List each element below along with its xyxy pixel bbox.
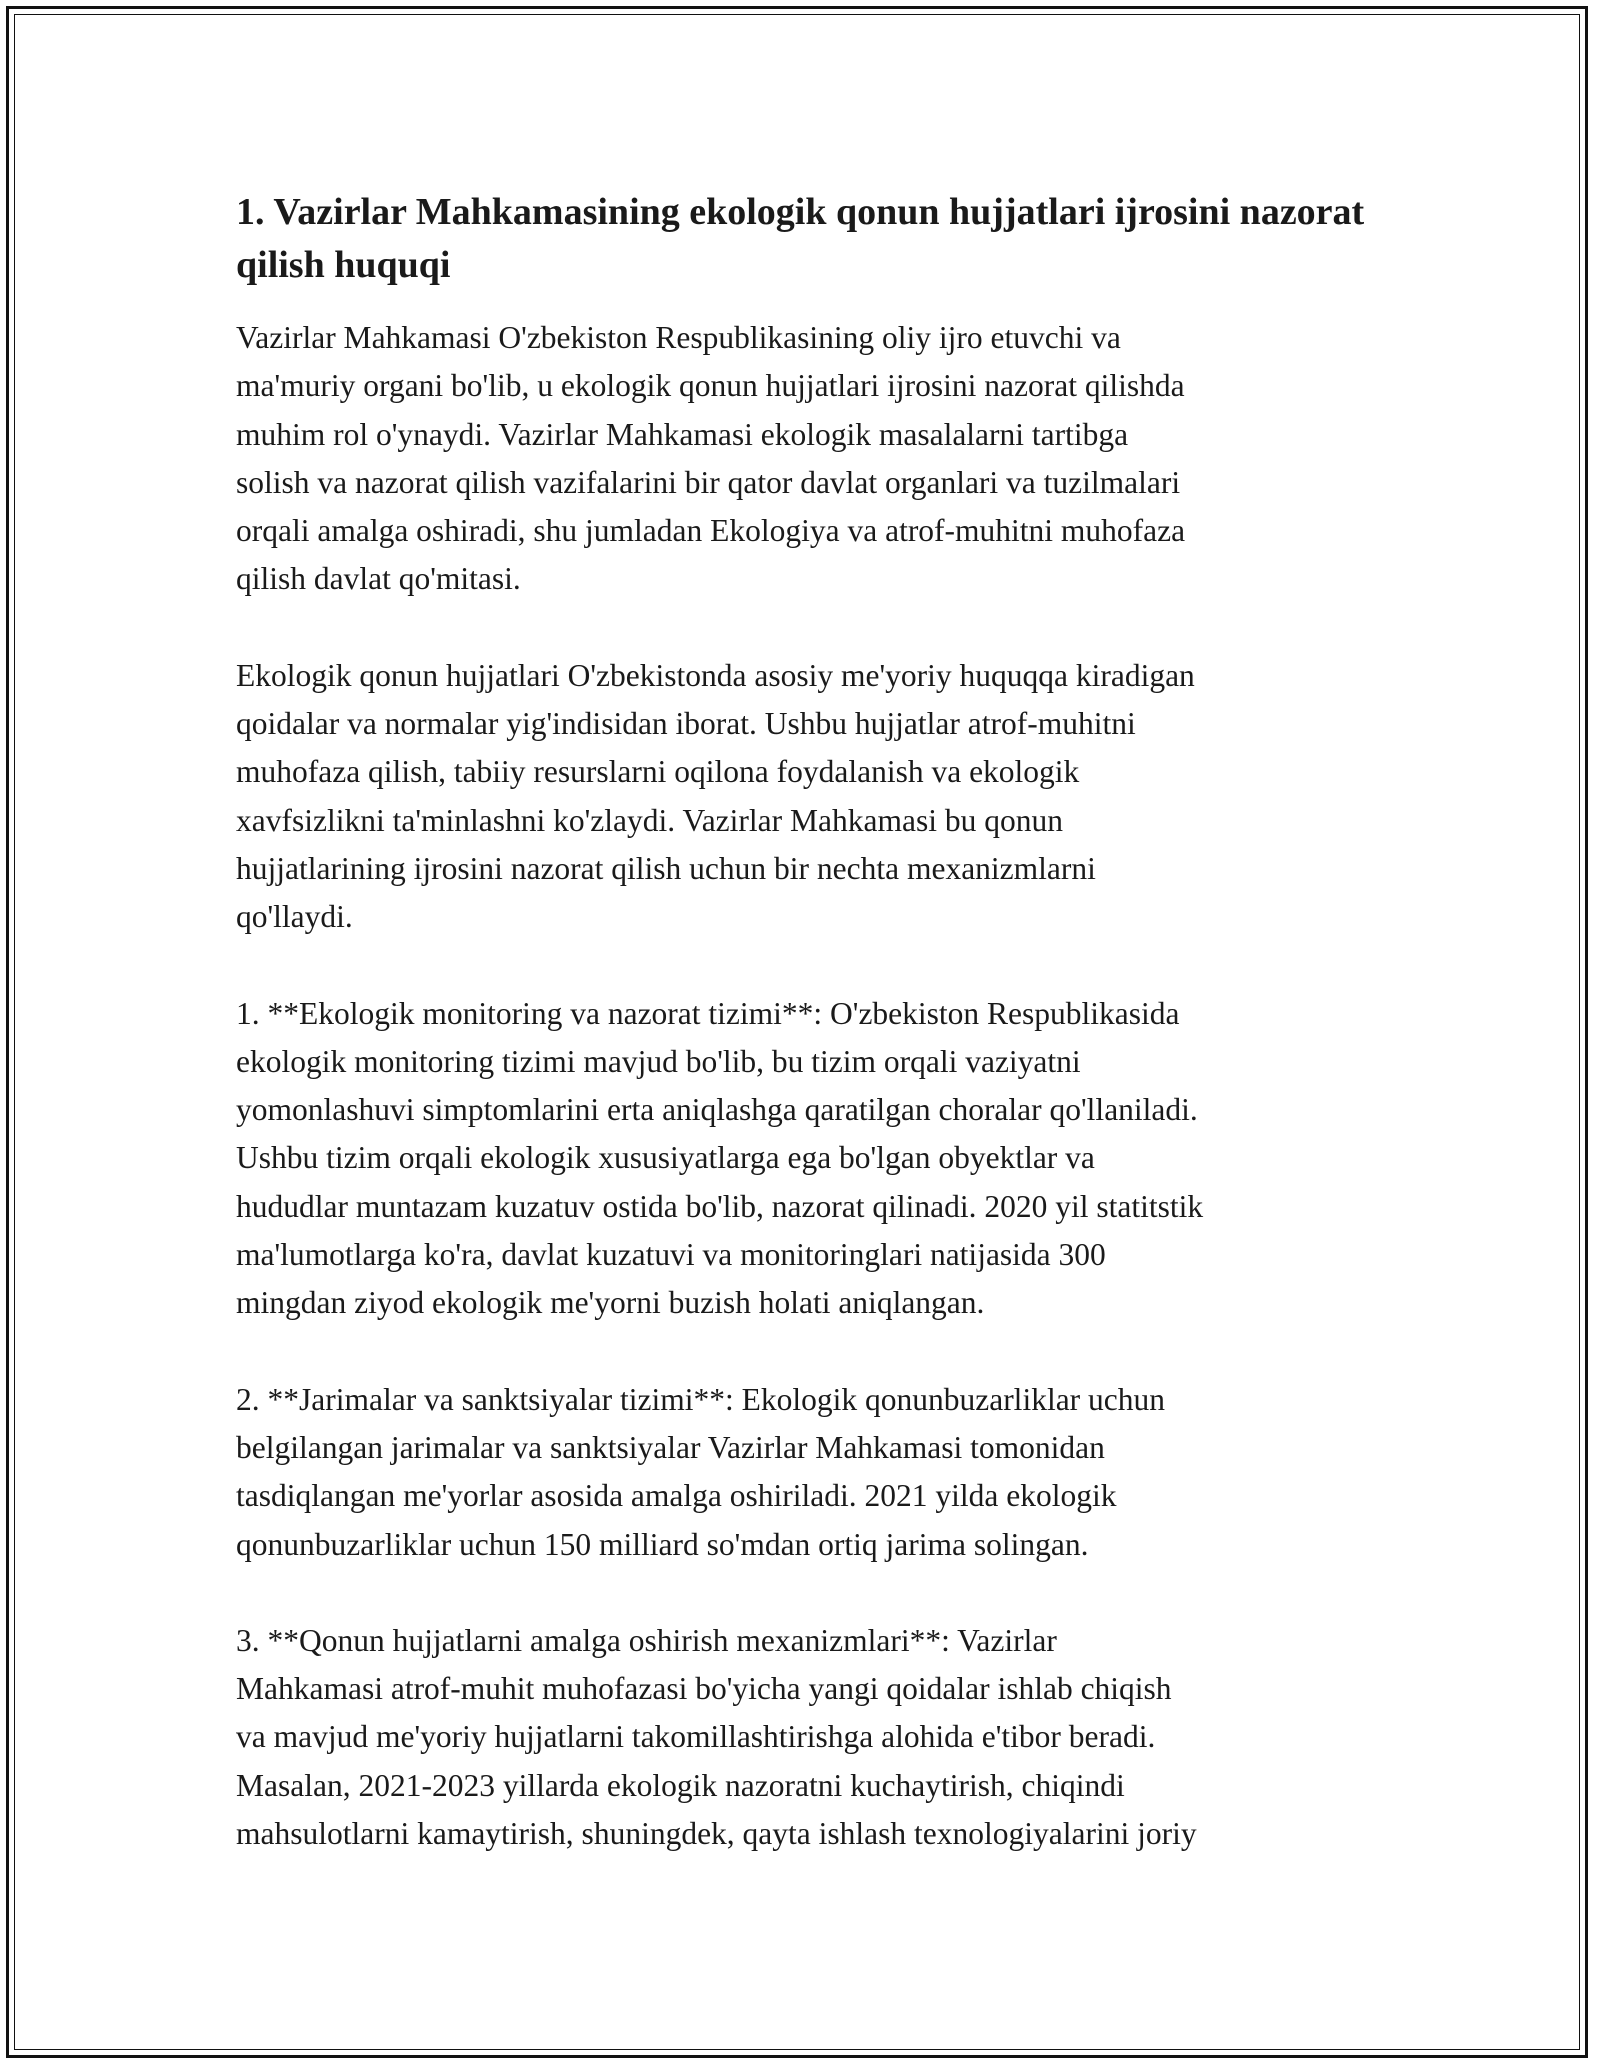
document-body: [236, 186, 1366, 1906]
paragraph-fines: 2. **Jarimalar va sanktsiyalar tizimi**: Ekologik qonunbuzarliklar uchun belgilangan jarimalar va sanktsiyalar Vazirlar Mahkamasi tomonidan tasdiqlangan me'yorlar asosida amalga oshiriladi. 2021 yilda ekologik qonunbuzarliklar uchun 150 milliard so'mdan ortiq jarima solingan.: [236, 1381, 1166, 1562]
section-heading: 1. Vazirlar Mahkamasining ekologik qonun hujjatlari ijrosini nazorat qilish huquqi: [236, 191, 1365, 286]
paragraph-laws: Ekologik qonun hujjatlari O'zbekistonda asosiy me'yoriy huquqqa kiradigan qoidalar va normalar yig'indisidan iborat. Ushbu hujjatlar atrof-muhitni muhofaza qilish, tabiiy resurslarni oqilona foydalanish va ekologik xavfsizlikni ta'minlashni ko'zlaydi. Vazirlar Mahkamasi bu qonun hujjatlarining ijrosini nazorat qilish uchun bir nechta mexanizmlarni qo'llaydi.: [236, 657, 1195, 935]
paragraph-monitoring: 1. **Ekologik monitoring va nazorat tizimi**: O'zbekiston Respublikasida ekologik monitoring tizimi mavjud bo'lib, bu tizim orqali vaziyatni yomonlashuvi simptomlarini erta aniqlashga qaratilgan choralar qo'llaniladi. Ushbu tizim orqali ekologik xususiyatlarga ega bo'lgan obyektlar va hududlar muntazam kuzatuv ostida bo'lib, nazorat qilinadi. 2020 yil statitstik ma'lumotlarga ko'ra, davlat kuzatuvi va monitoringlari natijasida 300 mingdan ziyod ekologik me'yorni buzish holati aniqlangan.: [236, 995, 1204, 1321]
paragraph-intro: Vazirlar Mahkamasi O'zbekiston Respublikasining oliy ijro etuvchi va ma'muriy organi bo'lib, u ekologik qonun hujjatlari ijrosini nazorat qilishda muhim rol o'ynaydi. Vazirlar Mahkamasi ekologik masalalarni tartibga solish va nazorat qilish vazifalarini bir qator davlat organlari va tuzilmalari orqali amalga oshiradi, shu jumladan Ekologiya va atrof-muhitni muhofaza qilish davlat qo'mitasi.: [236, 320, 1186, 597]
paragraph-mechanisms: 3. **Qonun hujjatlarni amalga oshirish mexanizmlari**: Vazirlar Mahkamasi atrof-muhit muhofazasi bo'yicha yangi qoidalar ishlab chiqish va mavjud me'yoriy hujjatlarni takomillashtirishga alohida e'tibor beradi. Masalan, 2021-2023 yillarda ekologik nazoratni kuchaytirish, chiqindi mahsulotlarni kamaytirish, shuningdek, qayta ishlash texnologiyalarini joriy: [236, 1622, 1197, 1852]
